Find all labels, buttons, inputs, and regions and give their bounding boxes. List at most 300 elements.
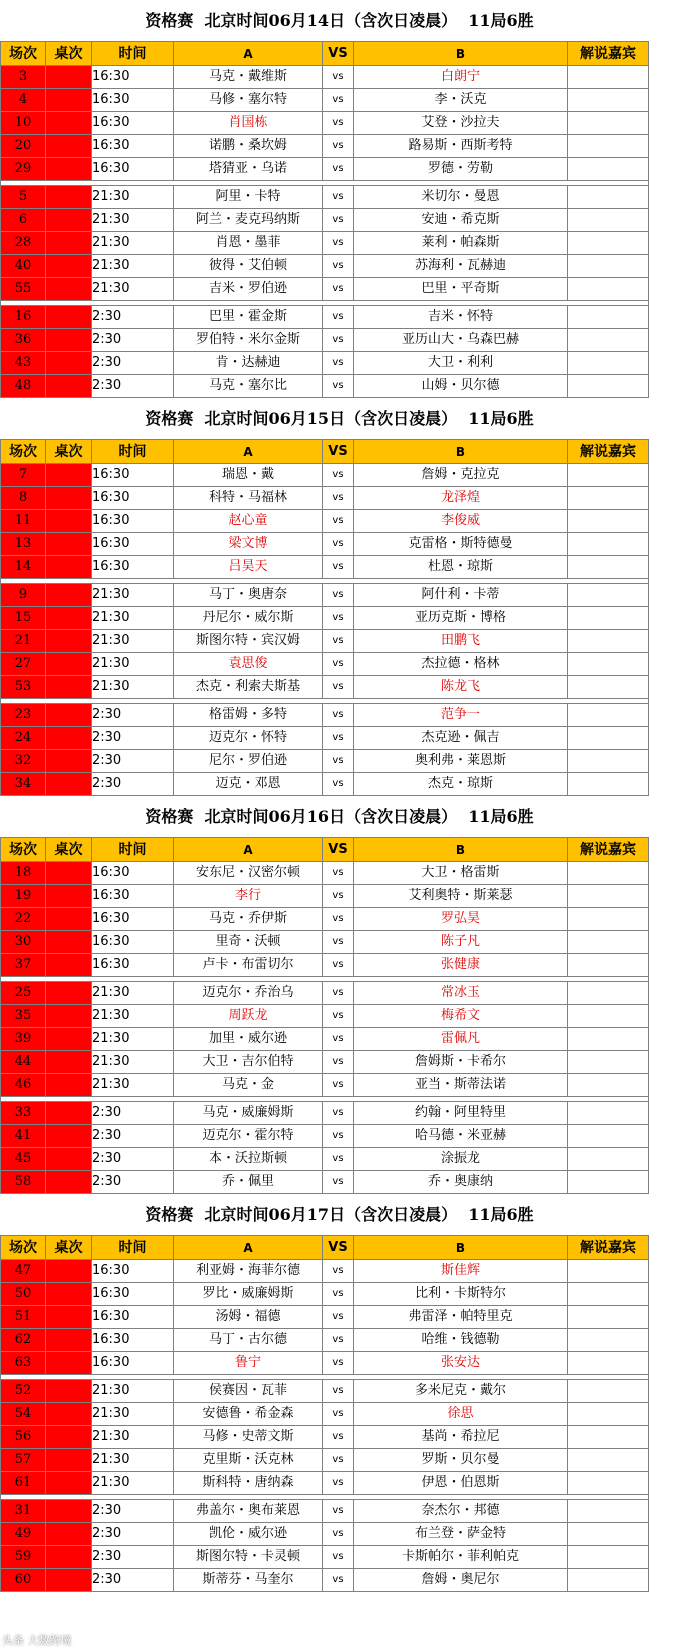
match-number: 24 (1, 727, 46, 750)
vs-label: vs (323, 1005, 354, 1028)
table-number (46, 1426, 92, 1449)
match-number: 49 (1, 1523, 46, 1546)
table-number (46, 1074, 92, 1097)
match-row (1, 533, 649, 556)
player-a: 李行 (174, 885, 323, 908)
commentator (568, 982, 649, 1005)
match-row (1, 1472, 649, 1495)
player-a: 克里斯・沃克林 (174, 1449, 323, 1472)
player-b: 田鹏飞 (354, 630, 568, 653)
vs-label: vs (323, 186, 354, 209)
commentator (568, 352, 649, 375)
vs-label: vs (323, 1380, 354, 1403)
match-row (1, 727, 649, 750)
table-number (46, 1352, 92, 1375)
player-a: 格雷姆・多特 (174, 704, 323, 727)
commentator (568, 232, 649, 255)
player-b: 苏海利・瓦赫迪 (354, 255, 568, 278)
player-a: 罗伯特・米尔金斯 (174, 329, 323, 352)
commentator (568, 1171, 649, 1194)
player-a: 杰克・利索夫斯基 (174, 676, 323, 699)
vs-label: vs (323, 89, 354, 112)
match-number: 18 (1, 862, 46, 885)
vs-label: vs (323, 1449, 354, 1472)
commentator (568, 306, 649, 329)
table-number (46, 329, 92, 352)
match-row (1, 1102, 649, 1125)
commentator (568, 278, 649, 301)
player-a: 阿里・卡特 (174, 186, 323, 209)
table-number (46, 232, 92, 255)
header-commentator: 解说嘉宾 (568, 42, 649, 66)
match-row (1, 1500, 649, 1523)
match-time: 2:30 (92, 727, 174, 750)
commentator (568, 375, 649, 398)
table-number (46, 1005, 92, 1028)
commentator (568, 1306, 649, 1329)
player-a: 大卫・吉尔伯特 (174, 1051, 323, 1074)
player-b: 奥利弗・莱恩斯 (354, 750, 568, 773)
match-row (1, 158, 649, 181)
player-b: 莱利・帕森斯 (354, 232, 568, 255)
match-row (1, 556, 649, 579)
player-b: 布兰登・萨金特 (354, 1523, 568, 1546)
vs-label: vs (323, 487, 354, 510)
player-b: 大卫・格雷斯 (354, 862, 568, 885)
match-number: 6 (1, 209, 46, 232)
table-number (46, 1329, 92, 1352)
player-a: 马克・乔伊斯 (174, 908, 323, 931)
match-row (1, 676, 649, 699)
player-b: 张安达 (354, 1352, 568, 1375)
player-a: 马修・史蒂文斯 (174, 1426, 323, 1449)
player-b: 克雷格・斯特德曼 (354, 533, 568, 556)
match-number: 8 (1, 487, 46, 510)
vs-label: vs (323, 1569, 354, 1592)
match-row (1, 750, 649, 773)
table-number (46, 704, 92, 727)
player-a: 袁思俊 (174, 653, 323, 676)
table-number (46, 1102, 92, 1125)
player-b: 罗斯・贝尔曼 (354, 1449, 568, 1472)
match-row (1, 1546, 649, 1569)
match-time: 21:30 (92, 607, 174, 630)
vs-label: vs (323, 255, 354, 278)
player-b: 哈维・钱德勒 (354, 1329, 568, 1352)
player-a: 科特・马福林 (174, 487, 323, 510)
player-a: 梁文博 (174, 533, 323, 556)
match-time: 21:30 (92, 1426, 174, 1449)
table-number (46, 1171, 92, 1194)
commentator (568, 1074, 649, 1097)
vs-label: vs (323, 329, 354, 352)
commentator (568, 1005, 649, 1028)
commentator (568, 186, 649, 209)
schedule-table (0, 439, 649, 796)
player-b: 白朗宁 (354, 66, 568, 89)
commentator (568, 66, 649, 89)
player-b: 杰克・琼斯 (354, 773, 568, 796)
player-b: 李俊威 (354, 510, 568, 533)
match-row (1, 89, 649, 112)
vs-label: vs (323, 533, 354, 556)
player-a: 斯科特・唐纳森 (174, 1472, 323, 1495)
commentator (568, 630, 649, 653)
match-time: 16:30 (92, 931, 174, 954)
player-a: 乔・佩里 (174, 1171, 323, 1194)
match-time: 21:30 (92, 982, 174, 1005)
match-number: 51 (1, 1306, 46, 1329)
table-number (46, 1569, 92, 1592)
player-b: 吉米・怀特 (354, 306, 568, 329)
player-a: 丹尼尔・威尔斯 (174, 607, 323, 630)
schedule-table (0, 41, 649, 398)
commentator (568, 1028, 649, 1051)
table-number (46, 982, 92, 1005)
match-time: 16:30 (92, 556, 174, 579)
match-row (1, 464, 649, 487)
match-number: 58 (1, 1171, 46, 1194)
table-number (46, 556, 92, 579)
header-time: 时间 (92, 838, 174, 862)
table-number (46, 1449, 92, 1472)
commentator (568, 533, 649, 556)
match-number: 44 (1, 1051, 46, 1074)
match-number: 33 (1, 1102, 46, 1125)
match-time: 16:30 (92, 135, 174, 158)
header-player-a: A (174, 838, 323, 862)
player-a: 巴里・霍金斯 (174, 306, 323, 329)
commentator (568, 584, 649, 607)
table-number (46, 278, 92, 301)
match-row (1, 352, 649, 375)
vs-label: vs (323, 158, 354, 181)
commentator (568, 1352, 649, 1375)
vs-label: vs (323, 510, 354, 533)
match-number: 15 (1, 607, 46, 630)
player-a: 斯图尔特・宾汉姆 (174, 630, 323, 653)
vs-label: vs (323, 653, 354, 676)
player-a: 吕昊天 (174, 556, 323, 579)
match-row (1, 1403, 649, 1426)
player-b: 大卫・利利 (354, 352, 568, 375)
vs-label: vs (323, 112, 354, 135)
table-number (46, 954, 92, 977)
player-a: 汤姆・福德 (174, 1306, 323, 1329)
header-match-no: 场次 (1, 440, 46, 464)
header-player-a: A (174, 42, 323, 66)
commentator (568, 1569, 649, 1592)
vs-label: vs (323, 1306, 354, 1329)
match-time: 2:30 (92, 306, 174, 329)
day-section (0, 398, 679, 796)
commentator (568, 1125, 649, 1148)
header-vs: VS (323, 838, 354, 862)
match-time: 16:30 (92, 862, 174, 885)
match-number: 16 (1, 306, 46, 329)
player-a: 迈克・邓恩 (174, 773, 323, 796)
player-a: 赵心童 (174, 510, 323, 533)
match-number: 40 (1, 255, 46, 278)
vs-label: vs (323, 982, 354, 1005)
player-b: 乔・奥康纳 (354, 1171, 568, 1194)
table-number (46, 727, 92, 750)
match-number: 34 (1, 773, 46, 796)
match-row (1, 1569, 649, 1592)
match-number: 39 (1, 1028, 46, 1051)
commentator (568, 773, 649, 796)
commentator (568, 1472, 649, 1495)
match-time: 2:30 (92, 1125, 174, 1148)
player-b: 奈杰尔・邦德 (354, 1500, 568, 1523)
player-a: 里奇・沃顿 (174, 931, 323, 954)
commentator (568, 1449, 649, 1472)
match-time: 16:30 (92, 66, 174, 89)
header-row (1, 1236, 649, 1260)
player-b: 罗德・劳勒 (354, 158, 568, 181)
header-vs: VS (323, 1236, 354, 1260)
match-row (1, 1306, 649, 1329)
match-time: 21:30 (92, 1005, 174, 1028)
match-row (1, 1051, 649, 1074)
header-player-b: B (354, 42, 568, 66)
match-row (1, 908, 649, 931)
vs-label: vs (323, 1028, 354, 1051)
player-a: 肖恩・墨菲 (174, 232, 323, 255)
player-a: 肯・达赫迪 (174, 352, 323, 375)
match-row (1, 1352, 649, 1375)
day-section (0, 796, 679, 1194)
player-a: 瑞恩・戴 (174, 464, 323, 487)
match-number: 14 (1, 556, 46, 579)
match-time: 21:30 (92, 1449, 174, 1472)
vs-label: vs (323, 232, 354, 255)
match-time: 16:30 (92, 1352, 174, 1375)
vs-label: vs (323, 676, 354, 699)
table-number (46, 908, 92, 931)
match-row (1, 862, 649, 885)
player-a: 周跃龙 (174, 1005, 323, 1028)
match-time: 21:30 (92, 1028, 174, 1051)
table-number (46, 607, 92, 630)
match-time: 16:30 (92, 487, 174, 510)
day-title: 资格赛 北京时间06月17日（含次日凌晨） 11局6胜 (145, 1205, 534, 1224)
header-match-no: 场次 (1, 838, 46, 862)
match-row (1, 704, 649, 727)
table-number (46, 1028, 92, 1051)
vs-label: vs (323, 375, 354, 398)
header-table-no: 桌次 (46, 1236, 92, 1260)
day-section (0, 0, 679, 398)
player-b: 亚当・斯蒂法诺 (354, 1074, 568, 1097)
match-number: 31 (1, 1500, 46, 1523)
player-b: 山姆・贝尔德 (354, 375, 568, 398)
player-b: 徐思 (354, 1403, 568, 1426)
match-time: 16:30 (92, 112, 174, 135)
table-number (46, 750, 92, 773)
match-number: 46 (1, 1074, 46, 1097)
player-a: 迈克尔・乔治乌 (174, 982, 323, 1005)
commentator (568, 510, 649, 533)
match-row (1, 630, 649, 653)
vs-label: vs (323, 1148, 354, 1171)
player-b: 斯佳辉 (354, 1260, 568, 1283)
day-section (0, 1194, 679, 1592)
player-b: 梅希文 (354, 1005, 568, 1028)
match-time: 16:30 (92, 89, 174, 112)
header-time: 时间 (92, 440, 174, 464)
player-b: 龙泽煌 (354, 487, 568, 510)
vs-label: vs (323, 1171, 354, 1194)
header-player-a: A (174, 440, 323, 464)
vs-label: vs (323, 464, 354, 487)
commentator (568, 1148, 649, 1171)
day-title: 资格赛 北京时间06月14日（含次日凌晨） 11局6胜 (145, 11, 534, 30)
vs-label: vs (323, 1074, 354, 1097)
vs-label: vs (323, 1523, 354, 1546)
match-row (1, 112, 649, 135)
match-row (1, 1449, 649, 1472)
commentator (568, 727, 649, 750)
match-number: 3 (1, 66, 46, 89)
match-number: 52 (1, 1380, 46, 1403)
table-number (46, 255, 92, 278)
commentator (568, 556, 649, 579)
header-player-b: B (354, 838, 568, 862)
match-number: 28 (1, 232, 46, 255)
vs-label: vs (323, 1546, 354, 1569)
player-a: 本・沃拉斯顿 (174, 1148, 323, 1171)
player-b: 米切尔・曼恩 (354, 186, 568, 209)
match-time: 16:30 (92, 1260, 174, 1283)
player-b: 常冰玉 (354, 982, 568, 1005)
commentator (568, 1102, 649, 1125)
table-number (46, 1523, 92, 1546)
match-time: 21:30 (92, 653, 174, 676)
match-row (1, 607, 649, 630)
table-number (46, 375, 92, 398)
commentator (568, 931, 649, 954)
vs-label: vs (323, 1329, 354, 1352)
match-number: 9 (1, 584, 46, 607)
commentator (568, 487, 649, 510)
player-a: 卢卡・布雷切尔 (174, 954, 323, 977)
match-time: 2:30 (92, 1102, 174, 1125)
match-number: 11 (1, 510, 46, 533)
match-time: 2:30 (92, 352, 174, 375)
match-row (1, 329, 649, 352)
match-number: 19 (1, 885, 46, 908)
match-time: 16:30 (92, 908, 174, 931)
match-number: 23 (1, 704, 46, 727)
match-row (1, 1171, 649, 1194)
vs-label: vs (323, 750, 354, 773)
commentator (568, 1260, 649, 1283)
table-number (46, 112, 92, 135)
commentator (568, 862, 649, 885)
match-row (1, 1426, 649, 1449)
player-a: 凯伦・威尔逊 (174, 1523, 323, 1546)
player-b: 伊恩・伯恩斯 (354, 1472, 568, 1495)
match-row (1, 1005, 649, 1028)
header-commentator: 解说嘉宾 (568, 440, 649, 464)
match-time: 2:30 (92, 1569, 174, 1592)
table-number (46, 487, 92, 510)
player-b: 多米尼克・戴尔 (354, 1380, 568, 1403)
vs-label: vs (323, 954, 354, 977)
match-time: 21:30 (92, 630, 174, 653)
table-number (46, 533, 92, 556)
match-row (1, 1028, 649, 1051)
match-number: 29 (1, 158, 46, 181)
vs-label: vs (323, 773, 354, 796)
header-player-b: B (354, 1236, 568, 1260)
match-number: 37 (1, 954, 46, 977)
table-number (46, 862, 92, 885)
player-a: 斯蒂芬・马奎尔 (174, 1569, 323, 1592)
commentator (568, 908, 649, 931)
vs-label: vs (323, 135, 354, 158)
player-a: 安东尼・汉密尔顿 (174, 862, 323, 885)
player-b: 亚历克斯・博格 (354, 607, 568, 630)
day-title: 资格赛 北京时间06月16日（含次日凌晨） 11局6胜 (145, 807, 534, 826)
player-a: 马克・塞尔比 (174, 375, 323, 398)
commentator (568, 1523, 649, 1546)
player-a: 诺鹏・桑坎姆 (174, 135, 323, 158)
player-b: 约翰・阿里特里 (354, 1102, 568, 1125)
vs-label: vs (323, 278, 354, 301)
table-number (46, 1148, 92, 1171)
vs-label: vs (323, 209, 354, 232)
vs-label: vs (323, 1426, 354, 1449)
player-a: 塔猜亚・乌诺 (174, 158, 323, 181)
player-b: 詹姆・奥尼尔 (354, 1569, 568, 1592)
vs-label: vs (323, 931, 354, 954)
match-time: 16:30 (92, 954, 174, 977)
player-a: 肖国栋 (174, 112, 323, 135)
match-number: 22 (1, 908, 46, 931)
table-number (46, 135, 92, 158)
vs-label: vs (323, 556, 354, 579)
match-time: 21:30 (92, 1051, 174, 1074)
commentator (568, 135, 649, 158)
player-b: 比利・卡斯特尔 (354, 1283, 568, 1306)
match-time: 2:30 (92, 329, 174, 352)
table-number (46, 158, 92, 181)
player-b: 弗雷泽・帕特里克 (354, 1306, 568, 1329)
match-row (1, 954, 649, 977)
match-time: 21:30 (92, 1074, 174, 1097)
header-vs: VS (323, 440, 354, 464)
match-time: 21:30 (92, 209, 174, 232)
player-b: 陈子凡 (354, 931, 568, 954)
commentator (568, 1546, 649, 1569)
match-number: 27 (1, 653, 46, 676)
match-row (1, 255, 649, 278)
player-a: 马克・戴维斯 (174, 66, 323, 89)
player-b: 巴里・平奇斯 (354, 278, 568, 301)
vs-label: vs (323, 1051, 354, 1074)
player-b: 路易斯・西斯考特 (354, 135, 568, 158)
commentator (568, 209, 649, 232)
table-number (46, 209, 92, 232)
vs-label: vs (323, 607, 354, 630)
vs-label: vs (323, 1125, 354, 1148)
header-row (1, 838, 649, 862)
match-row (1, 306, 649, 329)
match-number: 5 (1, 186, 46, 209)
vs-label: vs (323, 1403, 354, 1426)
